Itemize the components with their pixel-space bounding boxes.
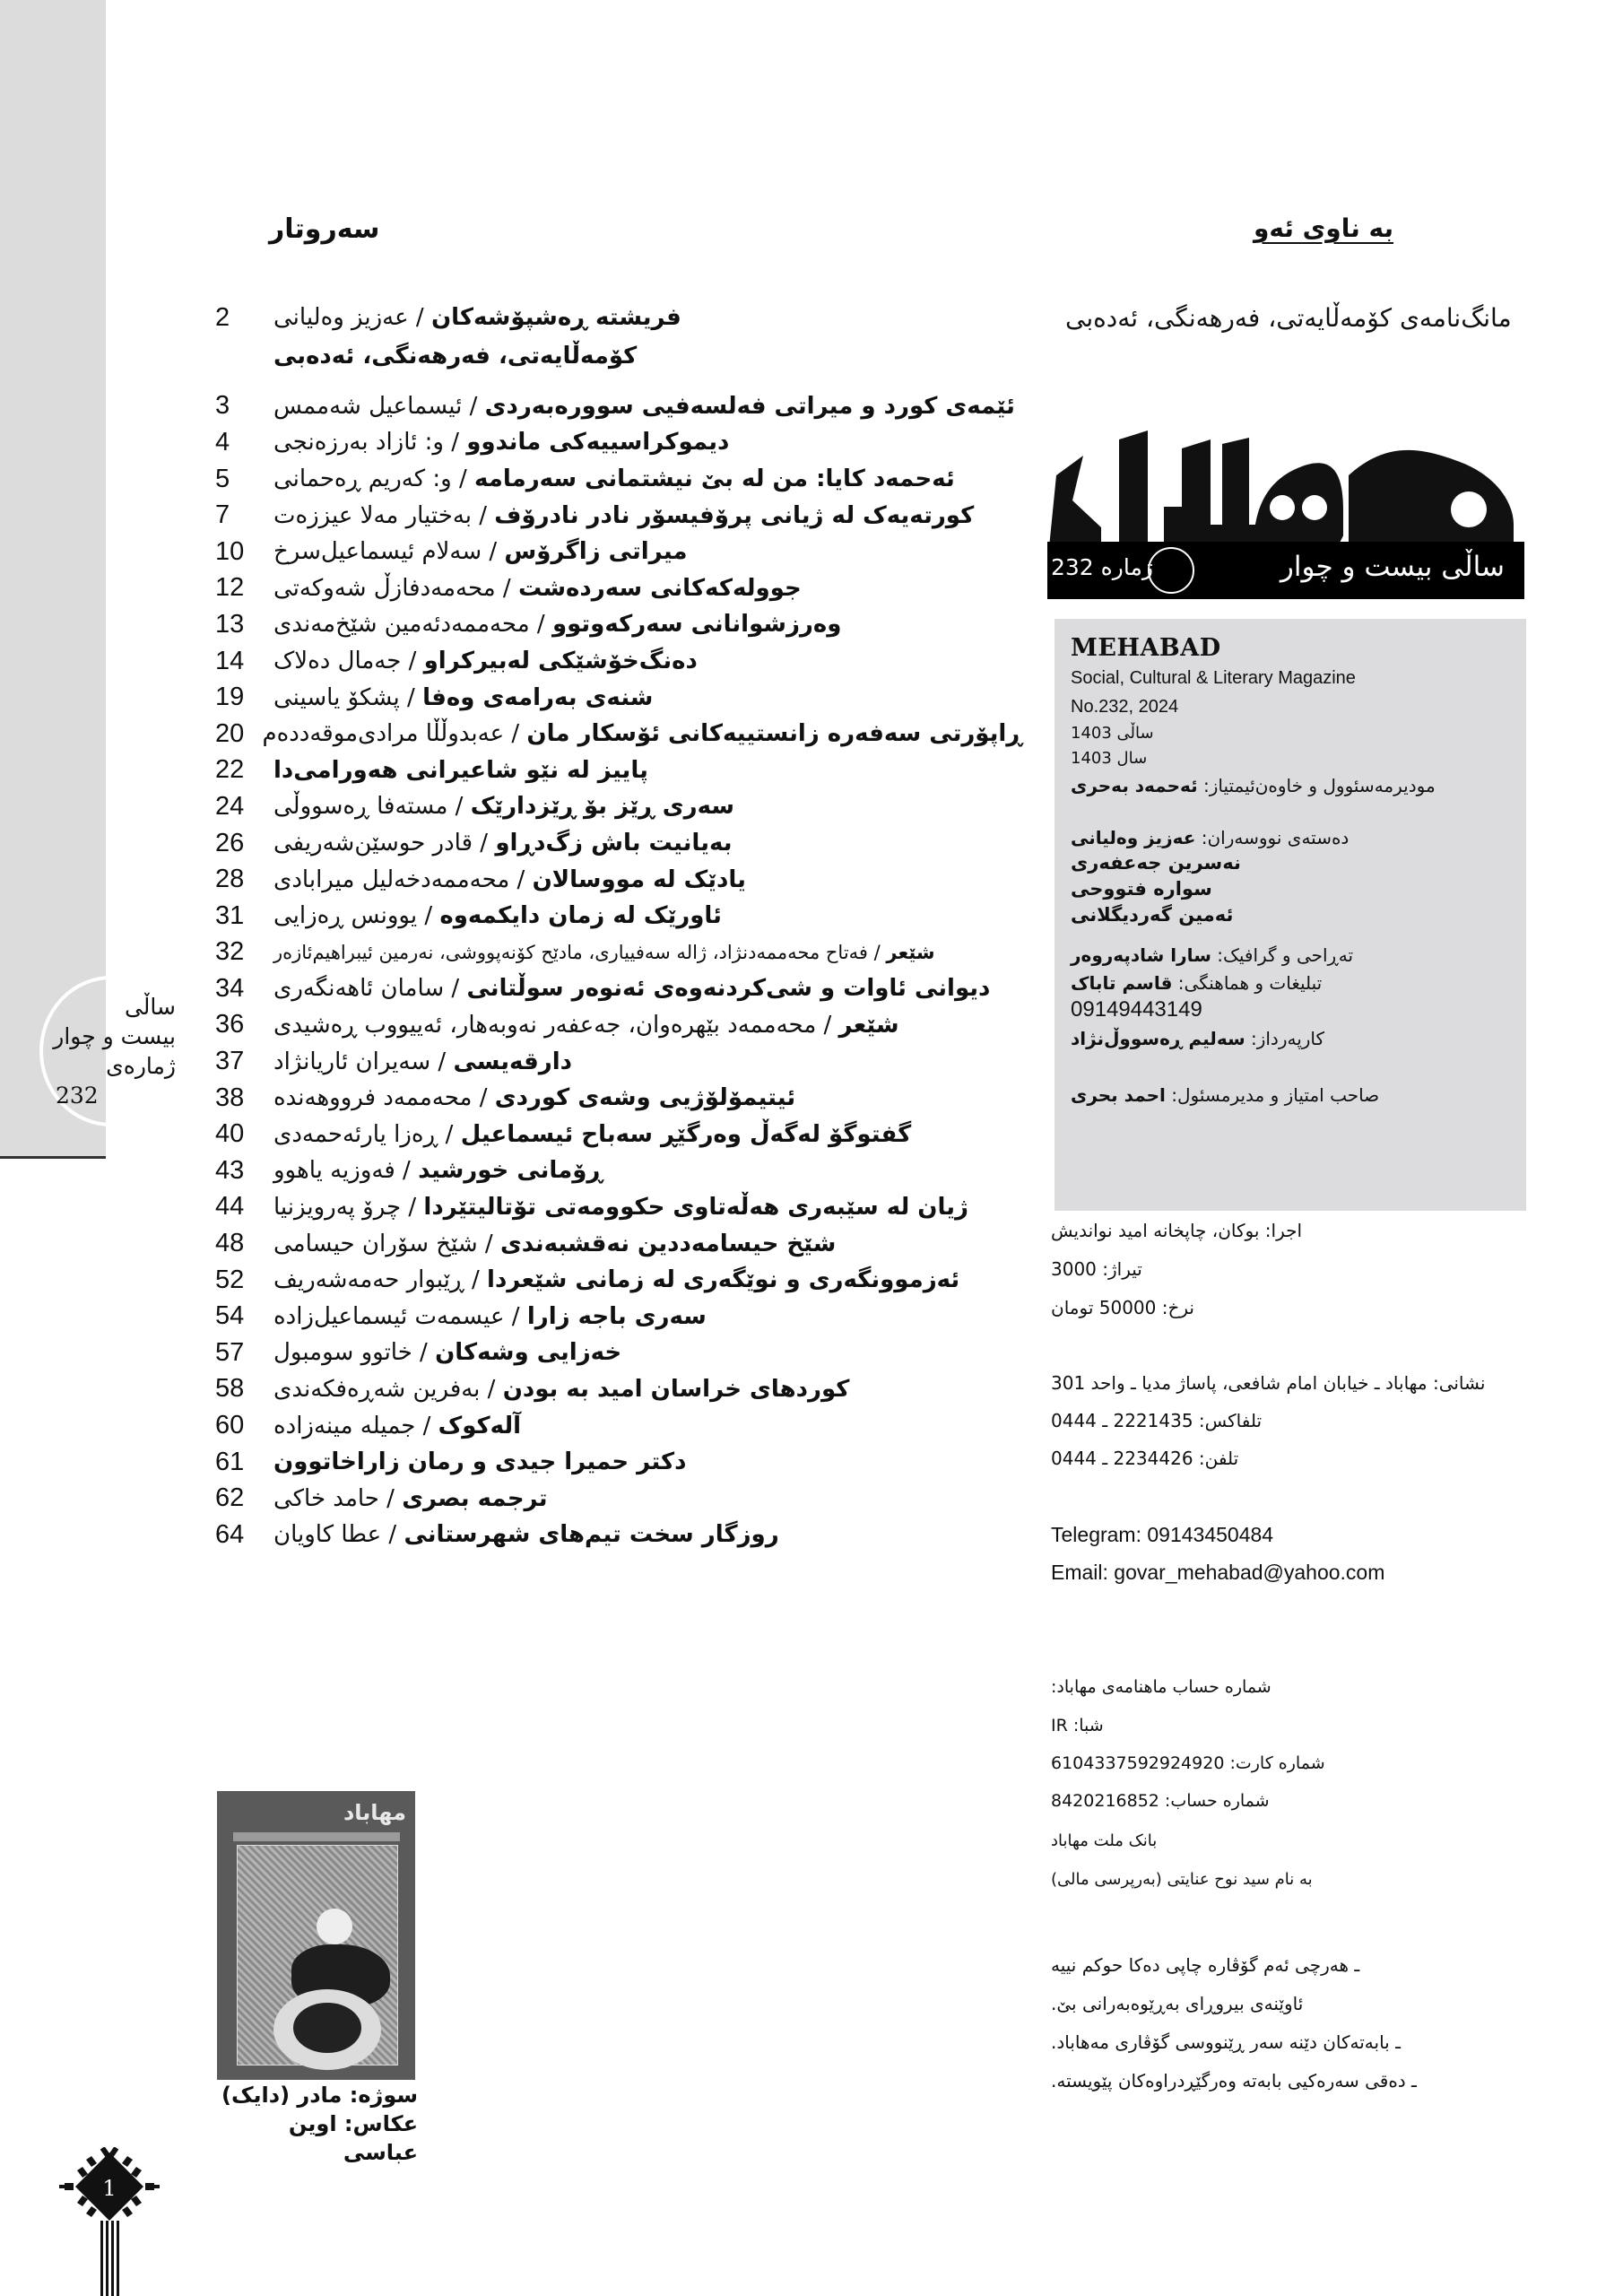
- toc-row: [215, 1335, 1022, 1371]
- toc-author: مسته‌فا ڕه‌سووڵی: [273, 793, 448, 821]
- toc-author: و: ئازاد به‌رزه‌نجی: [273, 429, 444, 457]
- toc-separator: /: [395, 1157, 419, 1185]
- toc-entry[interactable]: [273, 1521, 1022, 1548]
- logo-year-label: ساڵی بیست و چوار: [1280, 551, 1505, 583]
- toc-author: خاتوو سومبول: [273, 1339, 412, 1367]
- toc-row: [215, 825, 1022, 862]
- masthead-year-ku: ساڵی 1403: [1071, 724, 1154, 743]
- cover-caption: [219, 2081, 418, 2167]
- masthead-editors: [1071, 825, 1510, 850]
- toc-separator: /: [381, 1521, 404, 1549]
- note-line: ـ هه‌رچی ئه‌م گۆڤاره‌ چاپی ده‌كا حوكم نییه‌: [1051, 1954, 1360, 1976]
- toc-row: [215, 935, 1022, 971]
- toc-row: [215, 861, 1022, 898]
- design-name: سارا شادپه‌روه‌ر: [1071, 944, 1211, 966]
- toc-row: [215, 1517, 1022, 1553]
- cover-thumbnail: [217, 1791, 415, 2080]
- toc-author: محه‌ممه‌دئه‌مین شێخ‌مه‌ندی: [273, 611, 530, 639]
- toc-page-number: 20: [215, 718, 245, 748]
- toc-author: محه‌مه‌دفازڵ شه‌وكه‌تی: [273, 574, 496, 602]
- toc-title: شێخ حیسامه‌ددین نه‌قشبه‌ندی: [499, 1230, 837, 1257]
- bank-account-number: شماره حساب: 8420216852: [1051, 1791, 1270, 1811]
- toc-title: كۆمه‌ڵایه‌تی، فه‌رهه‌نگی، ئه‌ده‌بی: [273, 342, 638, 370]
- toc-separator: /: [412, 1339, 436, 1367]
- toc-title: ئاورێک له‌ زمان دایكمه‌وه‌: [439, 902, 722, 930]
- toc-entry[interactable]: [273, 684, 1022, 711]
- masthead-en-issue: No.232, 2024: [1071, 697, 1179, 717]
- toc-author: محه‌ممه‌د بێهره‌وان، جه‌عفه‌ر نه‌وبه‌هار، ئه‌ییووب ڕه‌شیدی: [273, 1011, 817, 1039]
- toc-title: شێعر: [886, 941, 935, 963]
- toc-page-number: 13: [215, 609, 245, 639]
- logo-letter-alef2: [1222, 438, 1249, 525]
- bank-holder: به نام سید نوح عنایتی (به‌رپرسی مالی): [1051, 1870, 1313, 1889]
- toc-page-number: 64: [215, 1519, 245, 1549]
- toc-author: شێخ سۆران حیسامی: [273, 1230, 478, 1257]
- page-number-ornament: [56, 2147, 163, 2296]
- toc-title: فریشته ڕه‌شپۆشه‌كان: [430, 304, 681, 332]
- year-badge: [32, 992, 176, 1110]
- toc-separator: /: [417, 902, 440, 930]
- toc-row: [215, 336, 1022, 376]
- toc-entry[interactable]: [273, 429, 1022, 456]
- logo-issue-label: ژماره 232: [1051, 554, 1153, 580]
- toc-separator: /: [378, 1484, 403, 1512]
- toc-title: به‌یانیت باش زگ‌دڕاو: [495, 830, 733, 857]
- toc-separator: /: [480, 1375, 503, 1403]
- year-badge-line2: بیست و چوار: [53, 1023, 176, 1049]
- masthead-manager: [1071, 1023, 1510, 1054]
- toc-page-number: 26: [215, 828, 245, 857]
- toc-page-number: 54: [215, 1301, 245, 1331]
- ads-name: قاسم تاباک: [1071, 972, 1173, 994]
- toc-title: ژیان له‌ سێبه‌ری هه‌ڵه‌تاوی حكوومه‌تی تۆتالیتێردا: [423, 1193, 968, 1221]
- toc-page-number: 5: [215, 464, 230, 493]
- toc-entry[interactable]: [273, 1376, 1022, 1403]
- cover-photographer: عكاس: اوین عباسی: [288, 2111, 418, 2165]
- toc-page-number: 28: [215, 865, 245, 894]
- toc-page-number: 19: [215, 683, 245, 712]
- year-badge-line3: ژماره‌ی: [106, 1053, 176, 1079]
- logo-banner: [1047, 542, 1524, 599]
- toc-entry[interactable]: [273, 304, 1022, 331]
- toc-page-number: 4: [215, 427, 230, 457]
- toc-separator: /: [509, 865, 533, 893]
- toc-page-number: 40: [215, 1119, 245, 1149]
- toc-author: عه‌بدوڵڵا مرادی‌موقه‌دده‌م: [262, 720, 505, 748]
- toc-author: جه‌مال ده‌لاک: [273, 648, 402, 675]
- ads-label: تبلیغات و هماهنگی:: [1177, 972, 1323, 994]
- toc-row: [215, 752, 1022, 789]
- toc-page-number: 44: [215, 1192, 245, 1222]
- toc-entry[interactable]: [273, 611, 1022, 638]
- toc-separator: /: [462, 392, 485, 420]
- toc-separator: /: [504, 1302, 527, 1330]
- year-badge-number: 232: [56, 1083, 99, 1109]
- toc-separator: /: [477, 1230, 500, 1257]
- toc-author: پشكۆ یاسینی: [273, 683, 400, 711]
- toc-row: [215, 424, 1022, 461]
- toc-separator: /: [447, 793, 471, 821]
- toc-row: [215, 898, 1022, 935]
- toc-title: جووله‌كه‌كانی سه‌رده‌شت: [517, 574, 802, 602]
- toc-entry[interactable]: [273, 575, 1022, 602]
- toc-entry[interactable]: [273, 343, 1022, 370]
- toc-entry[interactable]: [262, 720, 1022, 748]
- toc-entry[interactable]: [273, 1157, 1022, 1184]
- masthead-en-title: MEHABAD: [1071, 634, 1221, 662]
- toc-title: سه‌ری باجه‌ زارا: [526, 1302, 707, 1330]
- toc-author: حامد خاكی: [273, 1484, 379, 1512]
- toc-page-number: 58: [215, 1374, 245, 1404]
- toc-row: [215, 1407, 1022, 1444]
- toc-row: [215, 1298, 1022, 1335]
- toc-entry[interactable]: [273, 1012, 1022, 1039]
- toc-title: دیموكراسییه‌كی ماندوو: [466, 429, 730, 457]
- toc-separator: /: [504, 720, 527, 748]
- toc-author: جمیله‌ مینه‌زاده‌: [273, 1412, 416, 1439]
- editorial-notes: [1051, 1946, 1553, 2100]
- toc-page-number: 60: [215, 1411, 245, 1440]
- toc-author: به‌فرین شه‌ڕه‌فكه‌ندی: [273, 1375, 481, 1403]
- toc-page-number: 7: [215, 500, 230, 530]
- toc-entry[interactable]: [273, 902, 1022, 929]
- toc-separator: /: [464, 1266, 488, 1294]
- toc-entry[interactable]: [273, 1121, 1022, 1148]
- toc-author: فه‌وزیه‌ یاهوو: [273, 1157, 395, 1185]
- editor-name: عه‌زیز وه‌لیانی: [1071, 827, 1196, 848]
- toc-row: [215, 643, 1022, 680]
- printer-info: اجرا: بوكان، چاپخانه‌ امید نواندیش: [1051, 1220, 1303, 1241]
- toc-title: كوردهای خراسان امید به‌ بودن: [502, 1375, 850, 1403]
- toc-row: [215, 970, 1022, 1007]
- toc-author: محه‌ممه‌دخه‌لیل میرابادی: [273, 865, 510, 893]
- address-info: نشانی: مهاباد ـ خیابان امام شافعی، پاساژ مدیا ـ واحد 301: [1051, 1372, 1486, 1394]
- ads-phone: 09149443149: [1071, 997, 1202, 1022]
- toc-page-number: 34: [215, 973, 245, 1003]
- toc-title: پاییز له‌ نێو شاعیرانی هه‌ورامی‌دا: [273, 756, 648, 784]
- circulation-info: تیراژ: 3000: [1051, 1258, 1142, 1280]
- toc-title: یادێک له‌ مووسالان: [532, 865, 746, 893]
- toc-page-number: 57: [215, 1337, 245, 1367]
- toc-row: [215, 1007, 1022, 1044]
- toc-separator: /: [867, 941, 887, 963]
- toc-author: عه‌زیز وه‌لیانی: [273, 304, 409, 332]
- toc-title: شنه‌ی به‌رامه‌ی وه‌فا: [422, 683, 654, 711]
- logo-letter-m: [1349, 450, 1514, 547]
- design-label: ته‌ڕاحی و گرافیک:: [1217, 944, 1354, 966]
- bank-card-number: شماره كارت: 6104337592924920: [1051, 1753, 1325, 1773]
- toc-title: ڕاپۆرتی سه‌فه‌ره‌ زانستییه‌كانی ئۆسكار مان: [526, 720, 1022, 748]
- toc-heading: سه‌روتار: [269, 213, 380, 245]
- toc-page-number: 32: [215, 937, 245, 967]
- toc-row: [215, 1371, 1022, 1408]
- owner-name: احمد بحری: [1071, 1084, 1166, 1106]
- toc-row: [215, 1262, 1022, 1299]
- toc-separator: /: [451, 465, 474, 493]
- toc-entry[interactable]: [273, 538, 1022, 565]
- toc-separator: /: [408, 304, 431, 332]
- toc-row: [215, 788, 1022, 825]
- note-line: ـ بابه‌ته‌كان دێنه‌ سه‌ر ڕێنووسی گۆڤاری مه‌هاباد.: [1051, 2031, 1401, 2053]
- masthead-ads: [1071, 970, 1510, 996]
- toc-separator: /: [529, 611, 552, 639]
- toc-separator: /: [816, 1011, 839, 1039]
- logo-letter-h: [1254, 463, 1343, 547]
- toc-title: گفتوگۆ له‌گه‌ڵ وه‌رگێڕ سه‌باح ئیسماعیل: [460, 1120, 912, 1148]
- toc-row: [215, 1043, 1022, 1080]
- toc-page-number: 37: [215, 1047, 245, 1076]
- toc-page-number: 24: [215, 791, 245, 821]
- toc-entry[interactable]: [273, 648, 1022, 674]
- toc-page-number: 14: [215, 646, 245, 675]
- toc-separator: /: [472, 1084, 495, 1112]
- telegram-contact[interactable]: Telegram: 09143450484: [1051, 1523, 1274, 1546]
- toc-entry[interactable]: [273, 830, 1022, 857]
- logo-letter-alef1: [1119, 430, 1148, 547]
- bank-name: بانک ملت مهاباد: [1051, 1831, 1158, 1850]
- toc-entry[interactable]: [273, 757, 1022, 784]
- toc-author: عطا كاویان: [273, 1521, 382, 1549]
- toc-title: دیوانی ئاوات و شی‌كردنه‌وه‌ی ئه‌نوه‌ر سوڵتانی: [466, 975, 991, 1003]
- toc-title: ئه‌حمه‌د كایا: من له‌ بێ نیشتمانی سه‌رمامه‌: [473, 465, 955, 493]
- toc-separator: /: [473, 830, 496, 857]
- masthead-box: [1055, 619, 1526, 1211]
- masthead-design: [1071, 941, 1510, 970]
- toc-entry[interactable]: [273, 393, 1022, 420]
- strip-divider: [0, 1156, 106, 1159]
- note-line: ئاوێنه‌ی بیروڕای به‌ڕێوه‌به‌رانی بێ.: [1051, 1993, 1304, 2014]
- toc-separator: /: [472, 501, 495, 529]
- toc-page-number: 22: [215, 755, 245, 785]
- toc-author: ئیسماعیل شه‌ممس: [273, 392, 463, 420]
- toc-page-number: 10: [215, 536, 245, 566]
- toc-entry[interactable]: [273, 793, 1022, 820]
- toc-separator: /: [415, 1412, 438, 1439]
- toc-title: ڕۆمانی خورشید: [418, 1157, 603, 1185]
- toc-entry[interactable]: [273, 1303, 1022, 1330]
- toc-separator: /: [495, 574, 518, 602]
- toc-page-number: 36: [215, 1010, 245, 1039]
- magazine-subtitle: مانگ‌نامه‌ی كۆمه‌ڵایه‌تی، فه‌رهه‌نگی، ئه‌ده‌بی: [1065, 303, 1512, 333]
- toc-separator: /: [401, 648, 424, 675]
- toc-page-number: 61: [215, 1447, 245, 1476]
- toc-page-number: 3: [215, 391, 230, 421]
- toc-row: [215, 570, 1022, 607]
- editor-name: سواره‌ فتووحی: [1071, 878, 1212, 900]
- toc-row: [215, 679, 1022, 716]
- toc-row: [215, 534, 1022, 570]
- toc-entry[interactable]: [273, 1194, 1022, 1221]
- toc-page-number: 31: [215, 900, 245, 930]
- toc-author: یوونس ڕه‌زایی: [273, 902, 418, 930]
- price-info: نرخ: 50000 تومان: [1051, 1297, 1194, 1318]
- toc-entry[interactable]: [273, 1048, 1022, 1075]
- toc-title: ده‌نگ‌خۆشێكی له‌بیركراو: [423, 648, 698, 675]
- toc-row: [215, 1152, 1022, 1189]
- toc-separator: /: [401, 1193, 424, 1221]
- email-contact[interactable]: Email: govar_mehabad@yahoo.com: [1051, 1561, 1385, 1584]
- toc-author: عیسمه‌ت ئیسماعیل‌زاده‌: [273, 1302, 505, 1330]
- toc-entry[interactable]: [273, 465, 1022, 492]
- toc-page-number: 48: [215, 1229, 245, 1258]
- toc-author: سه‌یران ئاریانژاد: [273, 1048, 431, 1075]
- toc-entry[interactable]: [273, 502, 1022, 529]
- toc-row: [215, 300, 1022, 336]
- cover-subject: سوژه: مادر (دایک): [221, 2083, 418, 2108]
- toc-author: فه‌تاح محه‌ممه‌دنژاد، ژاله‌ سه‌فییاری، مادێح كۆنه‌پووشی، نه‌رمین ئیبراهیم‌ئازه‌ر: [273, 941, 868, 963]
- bank-sheba: شبا: IR: [1051, 1716, 1104, 1735]
- toc-page-number: 2: [215, 302, 230, 332]
- toc-title: وه‌رزشوانانی سه‌ركه‌وتوو: [551, 611, 842, 639]
- toc-page-number: 43: [215, 1155, 245, 1185]
- toc-row: [215, 388, 1022, 425]
- toc-author: چرۆ په‌رویزنیا: [273, 1193, 402, 1221]
- cover-logo: مهاباد: [343, 1800, 406, 1825]
- toc-separator: /: [399, 683, 423, 711]
- logo-letter-d: [1049, 456, 1101, 547]
- toc-page-number: 12: [215, 573, 245, 603]
- toc-title: سه‌ری ڕێز بۆ ڕێزدارێک: [470, 793, 734, 821]
- toc-row: [215, 1080, 1022, 1117]
- basmala-heading: به ناوی ئه‌و: [1254, 213, 1393, 243]
- cover-photo: [237, 1845, 398, 2066]
- editor-name: نه‌سرین جه‌عفه‌ری: [1071, 852, 1241, 874]
- toc-title: ئه‌زموونگه‌ری و نوێگه‌ری له‌ زمانی شێعردا: [487, 1266, 960, 1294]
- toc-row: [215, 606, 1022, 643]
- toc-entry[interactable]: [273, 1231, 1022, 1257]
- toc-author: به‌ختیار مه‌لا عیززه‌ت: [273, 501, 472, 529]
- toc-title: میراتی زاگرۆس: [504, 538, 688, 566]
- bank-heading: شماره حساب ماهنامه‌ی مهاباد:: [1051, 1677, 1271, 1697]
- toc-entry[interactable]: [273, 866, 1022, 893]
- toc-entry[interactable]: [273, 975, 1022, 1002]
- logo-circle: [1148, 547, 1194, 594]
- toc-separator: /: [444, 975, 467, 1003]
- toc-separator: /: [438, 1120, 461, 1148]
- manager-name: سه‌لیم ڕه‌سووڵ‌نژاد: [1071, 1028, 1245, 1049]
- toc-author: قادر حوسێن‌شه‌ریفی: [273, 830, 473, 857]
- toc-row: [215, 716, 1022, 752]
- toc-title: ئێمه‌ی كورد و میراتی فه‌لسه‌فیی سووره‌به‌ردی: [484, 392, 1015, 420]
- toc-title: كورته‌یه‌ک له‌ ژیانی پرۆفیسۆر نادر نادرۆف: [494, 501, 975, 529]
- toc-row: [215, 1480, 1022, 1517]
- note-line: ـ ده‌قی سه‌ره‌كیی بابه‌ته‌ وه‌رگێڕدراوه‌كان پێویسته‌.: [1051, 2070, 1417, 2092]
- toc-separator: /: [482, 538, 505, 566]
- toc-entry[interactable]: [273, 1485, 1022, 1512]
- masthead-owner: [1071, 1081, 1510, 1109]
- toc-row: [215, 1116, 1022, 1152]
- toc-entry[interactable]: [273, 1084, 1022, 1111]
- toc-title: روزگار سخت تیم‌های شهرستانی: [404, 1521, 779, 1549]
- toc-author: و: كه‌ریم ڕه‌حمانی: [273, 465, 452, 493]
- toc-title: دارقه‌یسی: [453, 1048, 572, 1075]
- toc-author: ڕه‌زا یارئه‌حمه‌دی: [273, 1120, 438, 1148]
- table-of-contents: [215, 300, 1022, 1553]
- toc-author: سامان ئاهه‌نگه‌ری: [273, 975, 445, 1003]
- editors-list: [1071, 850, 1510, 928]
- toc-entry[interactable]: [273, 942, 1022, 963]
- toc-row: [215, 497, 1022, 534]
- toc-entry[interactable]: [273, 1339, 1022, 1366]
- manager-label: كارپه‌رداز:: [1250, 1028, 1325, 1049]
- masthead-year-fa: سال 1403: [1071, 749, 1148, 768]
- toc-row: [215, 1444, 1022, 1481]
- mehabad-logo: [1047, 422, 1523, 556]
- toc-title: دكتر حمیرا جیدی و رمان زاراخاتوون: [273, 1448, 687, 1476]
- toc-separator: /: [443, 429, 467, 457]
- masthead-en-subtitle: Social, Cultural & Literary Magazine: [1071, 668, 1356, 688]
- toc-row: [215, 461, 1022, 498]
- toc-page-number: 38: [215, 1083, 245, 1112]
- toc-entry[interactable]: [273, 1266, 1022, 1293]
- toc-title: ئیتیمۆلۆژیی وشه‌ی كوردی: [494, 1084, 796, 1112]
- toc-entry[interactable]: [273, 1448, 1022, 1475]
- toc-title: شێعر: [838, 1011, 899, 1039]
- toc-author: محه‌ممه‌د فرووهه‌نده‌: [273, 1084, 473, 1112]
- toc-title: آله‌كوک: [438, 1412, 522, 1439]
- director-name: ئه‌حمه‌د به‌حری: [1071, 775, 1198, 796]
- toc-page-number: 52: [215, 1265, 245, 1294]
- toc-row: [215, 1225, 1022, 1262]
- editor-name: ئه‌مین گه‌ردیگلانی: [1071, 904, 1234, 926]
- year-badge-line1: ساڵی: [124, 994, 176, 1020]
- toc-title: خه‌زایی وشه‌كان: [435, 1339, 622, 1367]
- fax-info: تلفاكس: 2221435 ـ 0444: [1051, 1410, 1263, 1431]
- toc-row: [215, 1189, 1022, 1226]
- phone-info: تلفن: 2234426 ـ 0444: [1051, 1448, 1239, 1469]
- page-number: 1: [102, 2176, 117, 2201]
- owner-label: صاحب امتیاز و مدیرمسئول:: [1171, 1084, 1380, 1106]
- toc-separator: /: [430, 1048, 454, 1075]
- toc-author: ڕێبوار حه‌مه‌شه‌ریف: [273, 1266, 464, 1294]
- director-label: مودیرمه‌سئوول و خاوه‌ن‌ئیمتیاز:: [1203, 775, 1436, 796]
- toc-title: ترجمه‌ بصری: [402, 1484, 548, 1512]
- toc-entry[interactable]: [273, 1413, 1022, 1439]
- editors-label: ده‌سته‌ی نووسه‌ران:: [1201, 827, 1350, 848]
- toc-page-number: 62: [215, 1483, 245, 1513]
- masthead-director: [1071, 771, 1510, 800]
- toc-author: سه‌لام ئیسماعیل‌سرخ: [273, 538, 482, 566]
